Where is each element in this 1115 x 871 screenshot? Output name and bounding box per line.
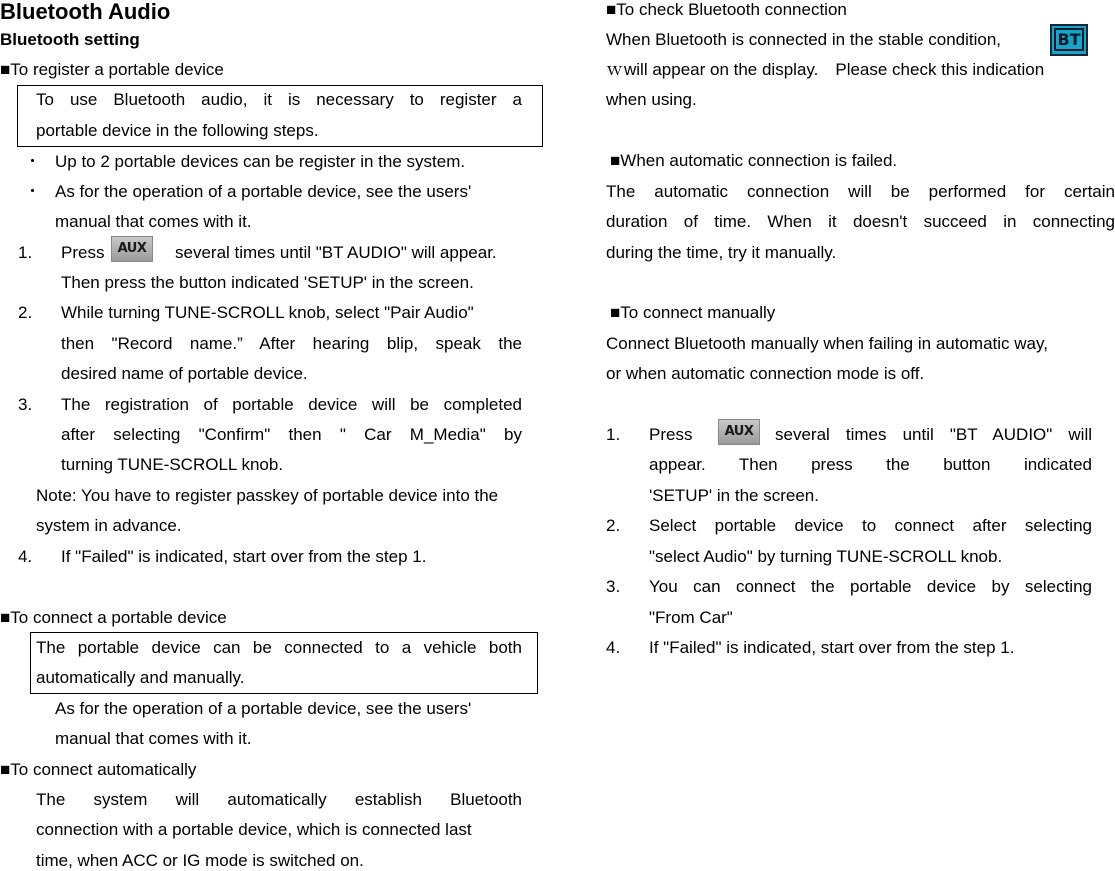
manual-step3-line1: You can connect the portable device by selecting [649,577,1092,596]
step-number: 2. [606,516,621,535]
step-number: 1. [18,243,33,262]
bullet-marker: ・ [24,152,41,171]
connect-note-line1: The portable device can be connected to a vehicle both [36,638,522,657]
register-note-line1: To use Bluetooth audio, it is necessary to register a [36,90,522,109]
manual-heading: ■To connect manually [610,303,776,322]
connect-heading: ■To connect a portable device [0,608,227,627]
step-number: 3. [18,395,33,414]
bullet-marker: ・ [24,182,41,201]
step-number: 4. [18,547,33,566]
check-para-line1: When Bluetooth is connected in the stable condition, [606,30,1002,49]
aux-icon-label: AUX [718,419,760,445]
step4-line: If "Failed" is indicated, start over from the step 1. [61,547,427,566]
step-number: 4. [606,638,621,657]
aux-icon-label: AUX [111,236,153,262]
step-number: 2. [18,303,33,322]
step2-line1: While turning TUNE-SCROLL knob, select "Pair Audio" [61,303,474,322]
auto-para-line2: connection with a portable device, which is connected last [36,820,472,839]
step1-line2: Then press the button indicated 'SETUP' in the screen. [61,273,474,292]
note-line2: system in advance. [36,516,182,535]
failed-heading: ■When automatic connection is failed. [610,151,898,170]
step2-line2: then "Record name.” After hearing blip, speak the [61,334,522,353]
manual-step3-line2: "From Car" [649,608,733,627]
aux-button-icon [111,236,153,262]
page-title: Bluetooth Audio [0,0,171,24]
manual-step1-line1: several times until "BT AUDIO" will [775,425,1092,444]
failed-para-line3: during the time, try it manually. [606,243,837,262]
manual-para-line1: Connect Bluetooth manually when failing in automatic way, [606,334,1048,353]
manual-step4-line: If "Failed" is indicated, start over from the step 1. [649,638,1015,657]
manual-step2-line2: "select Audio" by turning TUNE-SCROLL knob. [649,547,1003,566]
step3-line1: The registration of portable device will be completed [61,395,522,414]
step2-line3: desired name of portable device. [61,364,308,383]
manual-step1-press: Press [649,425,693,444]
bt-icon-label: BT [1054,28,1083,51]
check-para-line2: will appear on the display. Please check this indication [624,60,1045,79]
step-number: 1. [606,425,621,444]
step3-line3: turning TUNE-SCROLL knob. [61,455,284,474]
bullet-operation-line1: As for the operation of a portable device, see the users' [55,182,472,201]
step1-line1: several times until "BT AUDIO" will appear. [175,243,497,262]
check-para-line3: when using. [606,90,697,109]
bullet-register-limit: Up to 2 portable devices can be register in the system. [55,152,466,171]
auto-para-line3: time, when ACC or IG mode is switched on. [36,851,364,870]
register-note-line2: portable device in the following steps. [36,121,319,140]
bt-indicator-icon [1050,24,1088,56]
check-heading: ■To check Bluetooth connection [606,0,847,19]
step-number: 3. [606,577,621,596]
note-line1: Note: You have to register passkey of portable device into the [36,486,499,505]
auto-para-line1: The system will automatically establish Bluetooth [36,790,522,809]
failed-para-line1: The automatic connection will be performed for certain [606,182,1115,201]
bullet-operation-line2: manual that comes with it. [55,212,252,231]
check-para-w: ｗ [606,60,623,79]
auto-heading: ■To connect automatically [0,760,197,779]
connect-para-line1: As for the operation of a portable device, see the users' [55,699,472,718]
connect-para-line2: manual that comes with it. [55,729,252,748]
step3-line2: after selecting "Confirm" then " Car M_Media" by [61,425,522,444]
step1-press: Press [61,243,105,262]
manual-para-line2: or when automatic connection mode is off. [606,364,925,383]
register-heading: ■To register a portable device [0,60,224,79]
manual-step1-line2: appear. Then press the button indicated [649,455,1092,474]
aux-button-icon [718,419,760,445]
connect-note-line2: automatically and manually. [36,668,245,687]
manual-step1-line3: 'SETUP' in the screen. [649,486,819,505]
manual-step2-line1: Select portable device to connect after selecting [649,516,1092,535]
failed-para-line2: duration of time. When it doesn't succeed in connecting [606,212,1115,231]
section-subtitle: Bluetooth setting [0,30,140,49]
